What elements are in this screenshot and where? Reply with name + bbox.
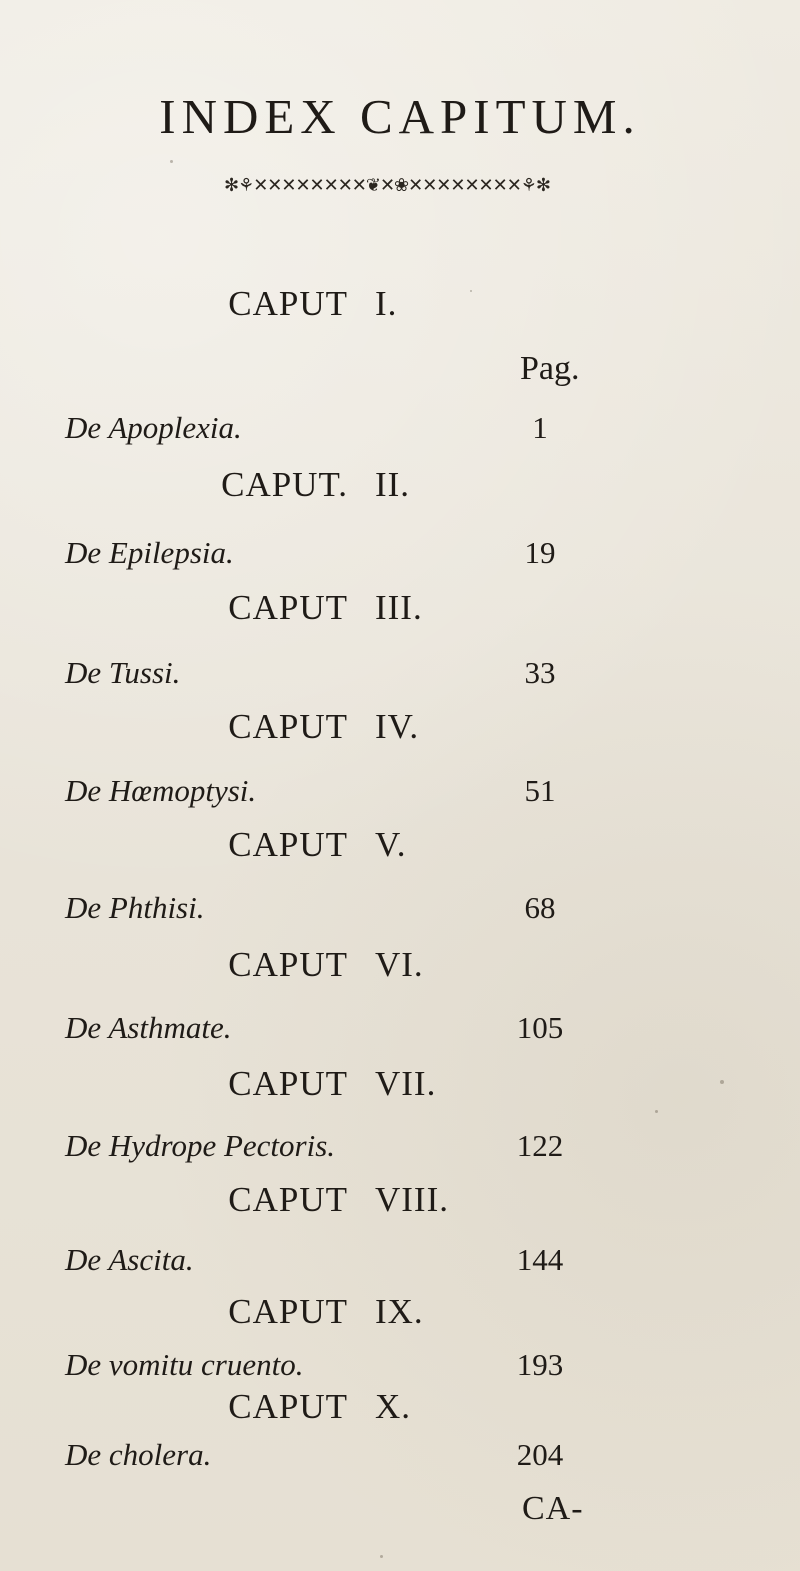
chapter-title: De Hœmoptysi. — [65, 773, 257, 808]
chapter-heading — [0, 1387, 800, 1427]
chapter-page-number: 204 — [516, 1437, 564, 1472]
caput-word: CAPUT — [228, 1180, 348, 1219]
chapter-title: De cholera. — [65, 1437, 212, 1472]
chapter-page-number: 105 — [516, 1010, 564, 1045]
chapter-numeral: VIII. — [375, 1180, 449, 1219]
chapter-page-number: 193 — [516, 1347, 564, 1382]
caput-word: CAPUT. — [221, 465, 348, 504]
caput-word: CAPUT — [228, 588, 348, 627]
chapter-title: De vomitu cruento. — [65, 1347, 304, 1382]
chapter-numeral: VI. — [375, 945, 424, 984]
caput-word: CAPUT — [228, 1064, 348, 1103]
chapter-numeral: VII. — [375, 1064, 437, 1103]
chapter-page-number: 19 — [524, 535, 556, 570]
chapter-title: De Ascita. — [65, 1242, 194, 1277]
chapter-numeral: III. — [375, 588, 423, 627]
chapter-title: De Apoplexia. — [65, 410, 242, 445]
chapter-numeral: I. — [375, 284, 398, 323]
chapter-page-number: 51 — [524, 773, 556, 808]
chapter-heading — [0, 588, 800, 628]
chapter-title: De Phthisi. — [65, 890, 205, 925]
chapter-title: De Epilepsia. — [65, 535, 234, 570]
chapter-heading — [0, 945, 800, 985]
chapter-page-number: 122 — [516, 1128, 564, 1163]
chapter-heading — [0, 1064, 800, 1104]
chapter-heading — [0, 825, 800, 865]
chapter-numeral: X. — [375, 1387, 412, 1426]
chapter-page-number: 144 — [516, 1242, 564, 1277]
chapter-heading — [0, 284, 800, 324]
ornamental-rule: ✻⚘✕✕✕✕✕✕✕✕❦✕❀✕✕✕✕✕✕✕✕⚘✻ — [224, 175, 550, 196]
chapter-title: De Tussi. — [65, 655, 181, 690]
caput-word: CAPUT — [228, 945, 348, 984]
chapter-title: De Hydrope Pectoris. — [65, 1128, 336, 1163]
caput-word: CAPUT — [228, 284, 348, 323]
chapter-numeral: II. — [375, 465, 411, 504]
caput-word: CAPUT — [228, 707, 348, 746]
index-title: INDEX CAPITUM. — [159, 89, 641, 144]
caput-word: CAPUT — [228, 825, 348, 864]
paper-speck — [655, 1110, 658, 1113]
chapter-page-number: 33 — [524, 655, 556, 690]
chapter-page-number: 68 — [524, 890, 556, 925]
chapter-numeral: V. — [375, 825, 407, 864]
paper-speck — [380, 1555, 383, 1558]
page-column-label: Pag. — [520, 350, 580, 387]
chapter-heading — [0, 1292, 800, 1332]
chapter-heading — [0, 465, 800, 505]
chapter-title: De Asthmate. — [65, 1010, 232, 1045]
catchword: CA- — [522, 1490, 584, 1527]
chapter-page-number: 1 — [532, 410, 548, 445]
chapter-heading — [0, 1180, 800, 1220]
chapter-numeral: IX. — [375, 1292, 424, 1331]
chapter-heading — [0, 707, 800, 747]
paper-speck — [170, 160, 173, 163]
caput-word: CAPUT — [228, 1387, 348, 1426]
paper-speck — [720, 1080, 724, 1084]
caput-word: CAPUT — [228, 1292, 348, 1331]
chapter-numeral: IV. — [375, 707, 420, 746]
paper-speck — [470, 290, 472, 292]
